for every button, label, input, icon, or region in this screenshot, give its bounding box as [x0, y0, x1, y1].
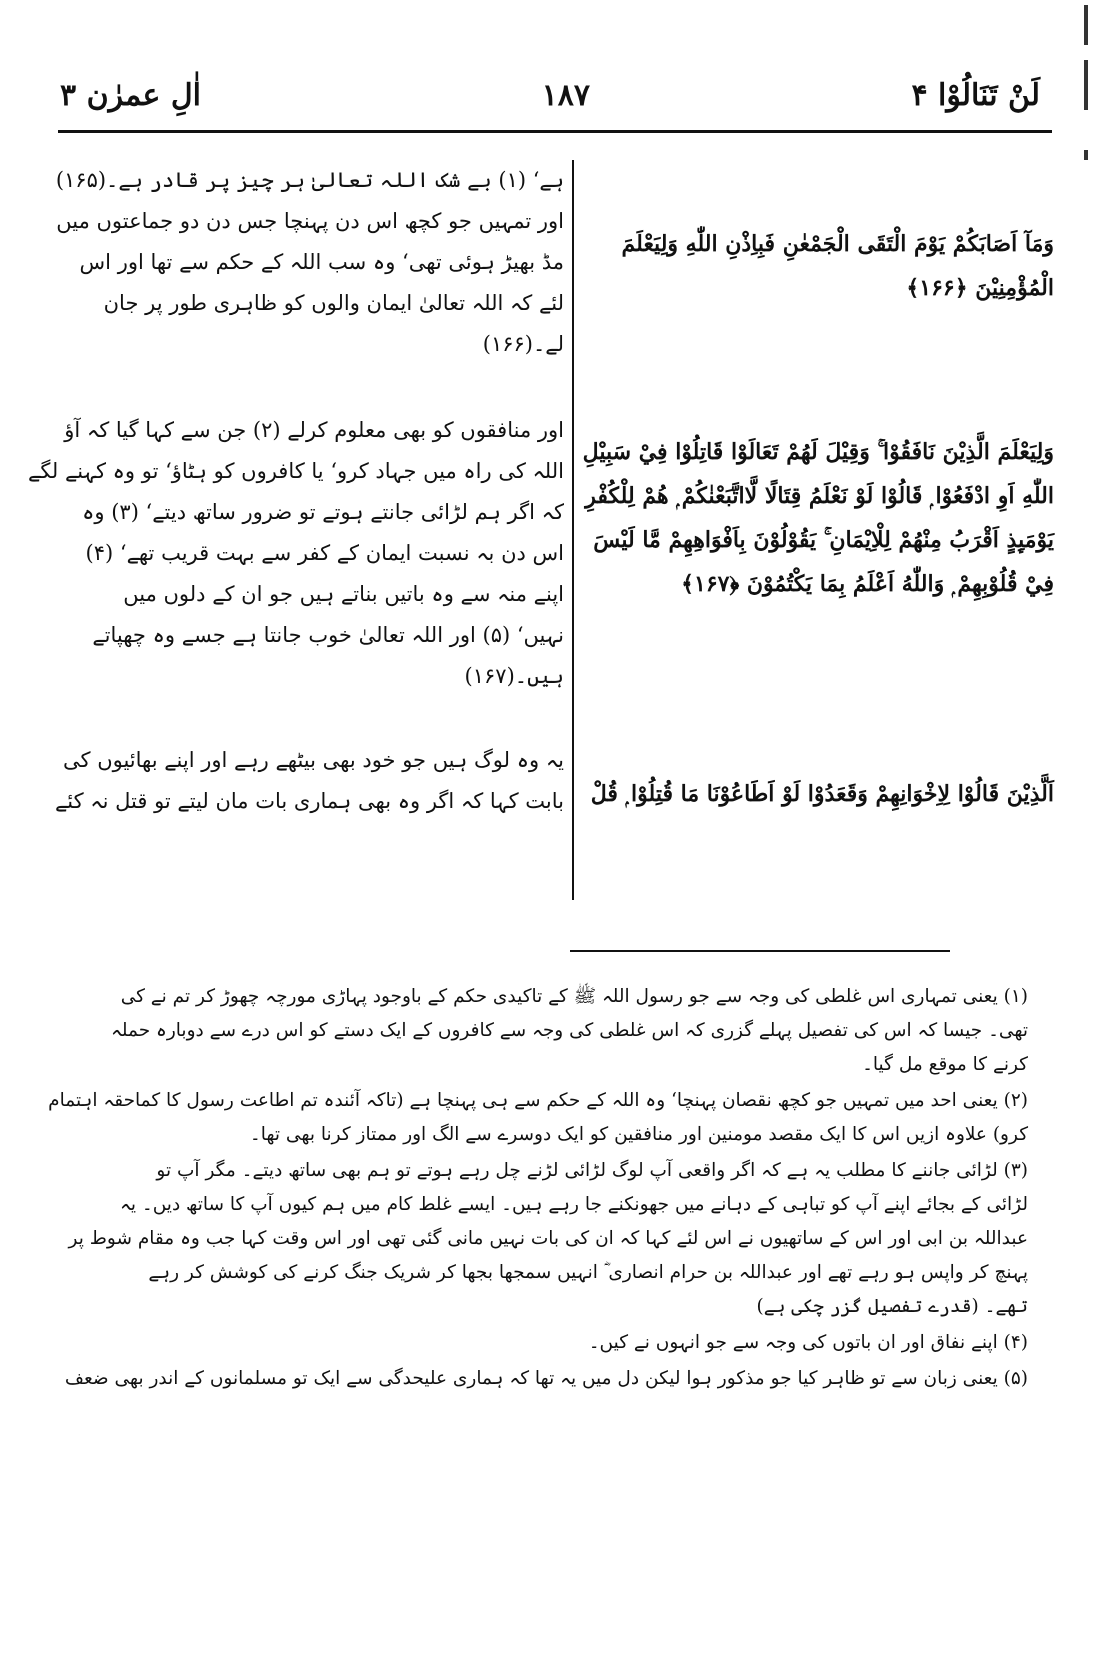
translation-line: اپنے منہ سے وہ باتیں بناتے ہیں جو ان کے دلوں میں	[123, 582, 564, 606]
translation-line: نہیں‘ (۵) اور اللہ تعالیٰ خوب جانتا ہے جسے وہ چھپاتے	[92, 623, 564, 647]
page-number: ۱۸۷	[541, 78, 590, 113]
surah-name: اٰلِ عمرٰن ۳	[60, 78, 201, 113]
scan-edge-marks	[1080, 0, 1090, 200]
translation-line: اور تمہیں جو کچھ اس دن پہنچا جس دن دو جماعتوں میں	[56, 209, 564, 233]
translation-line: یہ وہ لوگ ہیں جو خود بھی بیٹھے رہے اور اپنے بھائیوں کی	[63, 748, 564, 772]
footnote-line: (۴) اپنے نفاق اور ان باتوں کی وجہ سے جو انہوں نے کیں۔	[588, 1332, 1028, 1353]
translation-line: مڈ بھیڑ ہوئی تھی‘ وہ سب اللہ کے حکم سے تھا اور اس	[79, 250, 564, 274]
arabic-line: وَلِيَعْلَمَ الَّذِيْنَ نَافَقُوْا ۚ وَقِيْلَ لَهُمْ تَعَالَوْا قَاتِلُوْا فِيْ سَبِيْلِ	[582, 439, 1054, 465]
translation-block-2	[28, 410, 564, 697]
footnote-5	[60, 1362, 1028, 1396]
translation-line: لے۔(۱۶۶)	[482, 332, 564, 356]
footnote-line: (۲) یعنی احد میں تمہیں جو کچھ نقصان پہنچا‘ وہ اللہ کے حکم سے ہی پہنچا ہے (تاکہ آئندہ تم اطاعت رسول کا کماحقہ اہتمام	[48, 1090, 1028, 1111]
footnote-line: کرنے کا موقع مل گیا۔	[862, 1054, 1028, 1075]
footnote-1	[60, 980, 1028, 1082]
footnote-line: (۳) لڑائی جاننے کا مطلب یہ ہے کہ اگر واقعی آپ لوگ لڑائی لڑنے چل رہے ہوتے تو ہم بھی ساتھ دیتے۔ مگر آپ تو	[156, 1160, 1028, 1181]
arabic-verse-167	[564, 430, 1054, 606]
translation-line: لئے کہ اللہ تعالیٰ ایمان والوں کو ظاہری طور پر جان	[103, 291, 564, 315]
footnote-line: لڑائی کے بجائے اپنے آپ کو تباہی کے دہانے میں جھونکنے جا رہے ہیں۔ ایسے غلط کام میں ہم کیوں آپ کا ساتھ دیں۔ یہ	[120, 1194, 1028, 1215]
arabic-line: يَوْمَىِٕذٍ اَقْرَبُ مِنْهُمْ لِلْاِيْمَانِ ۚ يَقُوْلُوْنَ بِاَفْوَاهِهِمْ مَّا لَيْسَ	[593, 527, 1054, 553]
footnote-line: تھی۔ جیسا کہ اس کی تفصیل پہلے گزری کہ اس غلطی کی وجہ سے کافروں کے ایک دستے کو اس درے سے دوبارہ حملہ	[111, 1020, 1028, 1041]
running-header	[60, 78, 1040, 128]
footnote-2	[48, 1084, 1028, 1152]
footnote-line: عبداللہ بن ابی اور اس کے ساتھیوں نے اس لئے کہا کہ ان کی بات نہیں مانی گئی تھی اور اس وقت کہا جب وہ مقام شوط پر	[68, 1228, 1028, 1249]
arabic-line: الْمُؤْمِنِيْنَ ﴿۱۶۶﴾	[906, 275, 1054, 301]
footnote-line: کرو) علاوہ ازیں اس کا ایک مقصد مومنین اور منافقین کو ایک دوسرے سے الگ اور ممتاز کرنا بھی تھا۔	[249, 1124, 1028, 1145]
arabic-line: فِيْ قُلُوْبِهِمْ ۭ وَاللّٰهُ اَعْلَمُ بِمَا يَكْتُمُوْنَ ﴿۱۶۷﴾	[681, 571, 1054, 597]
translation-line: اور منافقوں کو بھی معلوم کرلے (۲) جن سے کہا گیا کہ آؤ	[64, 418, 564, 442]
edge-mark	[1084, 60, 1088, 110]
translation-line: ہے‘ (۱) بے شک اللہ تعالیٰ ہر چیز پر قادر ہے۔(۱۶۵)	[55, 168, 564, 192]
juz-name: لَنْ تَنَالُوْا ۴	[911, 78, 1040, 113]
footnote-line: (۱) یعنی تمہاری اس غلطی کی وجہ سے جو رسول اللہ ﷺ کے تاکیدی حکم کے باوجود پہاڑی مورچہ چھوڑ کر تم نے کی	[120, 986, 1028, 1007]
edge-mark	[1084, 5, 1088, 45]
edge-mark	[1084, 150, 1088, 160]
translation-line: ہیں۔(۱۶۷)	[464, 664, 564, 688]
translation-line: اس دن بہ نسبت ایمان کے کفر سے بہت قریب تھے‘ (۴)	[85, 541, 564, 565]
header-rule	[58, 130, 1052, 133]
translation-block-3	[54, 740, 564, 822]
footnote-3	[60, 1154, 1028, 1324]
translation-line: کہ اگر ہم لڑائی جانتے ہوتے تو ضرور ساتھ دیتے‘ (۳) وہ	[82, 500, 564, 524]
translation-line: اللہ کی راہ میں جہاد کرو‘ یا کافروں کو ہٹاؤ‘ تو وہ کہنے لگے	[28, 459, 564, 483]
translation-line: بابت کہا کہ اگر وہ بھی ہماری بات مان لیتے تو قتل نہ کئے	[54, 789, 564, 813]
arabic-verse-168	[564, 772, 1054, 816]
arabic-line: وَمَآ اَصَابَكُمْ يَوْمَ الْتَقَى الْجَمْعٰنِ فَبِاِذْنِ اللّٰهِ وَلِيَعْلَمَ	[621, 231, 1054, 257]
footnote-rule	[570, 950, 950, 952]
footnote-line: پہنچ کر واپس ہو رہے تھے اور عبداللہ بن حرام انصاری ؓ انہیں سمجھا بجھا کر شریک جنگ کرنے کی کوشش کر رہے	[148, 1262, 1028, 1283]
footnote-4	[60, 1326, 1028, 1360]
footnote-line: تھے۔ (قدرے تفصیل گزر چکی ہے)	[756, 1296, 1028, 1317]
arabic-line: اَلَّذِيْنَ قَالُوْا لِاِخْوَانِهِمْ وَقَعَدُوْا لَوْ اَطَاعُوْنَا مَا قُتِلُوْا ۭ قُلْ	[590, 781, 1054, 807]
arabic-verse-166	[564, 222, 1054, 310]
translation-block-1	[55, 160, 564, 365]
footnote-line: (۵) یعنی زبان سے تو ظاہر کیا جو مذکور ہوا لیکن دل میں یہ تھا کہ ہماری علیحدگی سے ایک تو مسلمانوں کے اندر بھی ضعف	[64, 1368, 1028, 1389]
footnotes	[48, 980, 1028, 1398]
arabic-line: اللّٰهِ اَوِ ادْفَعُوْا ۭ قَالُوْا لَوْ نَعْلَمُ قِتَالًا لَّااتَّبَعْنٰكُمْ ۭ هُمْ لِلْكُفْرِ	[585, 483, 1054, 509]
